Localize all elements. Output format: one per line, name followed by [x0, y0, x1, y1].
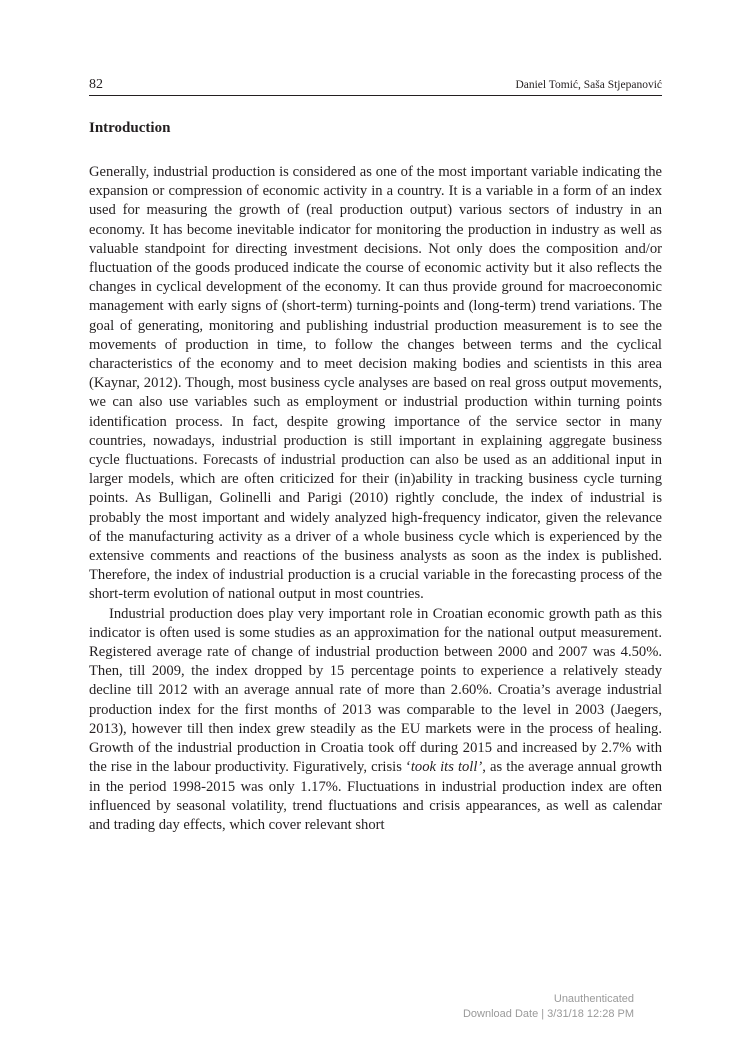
paragraph-2-text-start: Industrial production does play very important role in Croatian economic growth path as this indicator is often used is some studies as an approximation for the national output measurement. Registered average rate of change of industrial production between 2000 and 2007 was 4.50%. Then, till 2009, the index dropped by 15 percentage points to experience a relatively steady decline till 2012 with an average annual rate of more than 2.60%. Croatia’s average industrial production index for the first months of 2013 was comparable to the level in 2003 (Jaegers, 2013), however till then index grew steadily as the EU markets were in the process of healing. Growth of the industrial production in Croatia took off during 2015 and increased by 2.7% with the rise in the labour productivity. Figuratively, crisis ‘ [89, 605, 662, 776]
running-head-authors: Daniel Tomić, Saša Stjepanović [515, 79, 662, 91]
running-header [89, 77, 662, 96]
paragraph-1: Generally, industrial production is considered as one of the most important variable indicating the expansion or compression of economic activity in a country. It is a variable in a form of an index used for measuring the growth of (real production output) various sectors of industry in an economy. It has become inevitable indicator for monitoring the production in industry as well as valuable standpoint for directing investment decisions. Not only does the composition and/or fluctuation of the goods produced indicate the course of economic activity but it also reflects the changes in cyclical development of the economy. It can thus provide ground for macroeconomic management with early signs of (short-term) turning-points and (long-term) trend variations. The goal of generating, monitoring and publishing industrial production measurement is to see the movements of production in time, to follow the changes between terms and the cyclical characteristics of the economy and to meet decision making bodies and scientists in this area (Kaynar, 2012). Though, most business cycle analyses are based on real gross output movements, we can also use variables such as employment or industrial production within turning points identification process. In fact, despite growing importance of the service sector in many countries, nowadays, industrial production is still important in explaining aggregate business cycle fluctuations. Forecasts of industrial production can also be used as an additional input in larger models, which are often criticized for their (in)ability in tracking business cycle turning points. As Bulligan, Golinelli and Parigi (2010) rightly conclude, the index of industrial is probably the most important and widely analyzed high-frequency indicator, given the relevance of the manufacturing activity as a driver of a whole business cycle which is experienced by the extensive comments and reactions of the business analysts as soon as the index is published. Therefore, the index of industrial production is a crucial variable in the forecasting process of the short-term evolution of national output in most countries. [89, 164, 662, 603]
section-heading: Introduction [89, 120, 171, 136]
paragraph-2-text-end: , as the average annual growth in the period 1998-2015 was only 1.17%. Fluctuations in industrial production index are often influenced by seasonal volatility, trend fluctuations and crisis appearances, as well as calendar and trading day effects, which cover relevant short [89, 759, 662, 833]
download-footer [463, 992, 634, 1022]
paragraph-2-italic-phrase: took its toll’ [410, 759, 483, 776]
page-number: 82 [89, 77, 103, 92]
paragraph-2 [89, 605, 662, 835]
footer-download-date: Download Date | 3/31/18 12:28 PM [462, 1008, 634, 1020]
footer-unauthenticated: Unauthenticated [553, 993, 634, 1005]
body-text [89, 163, 662, 835]
